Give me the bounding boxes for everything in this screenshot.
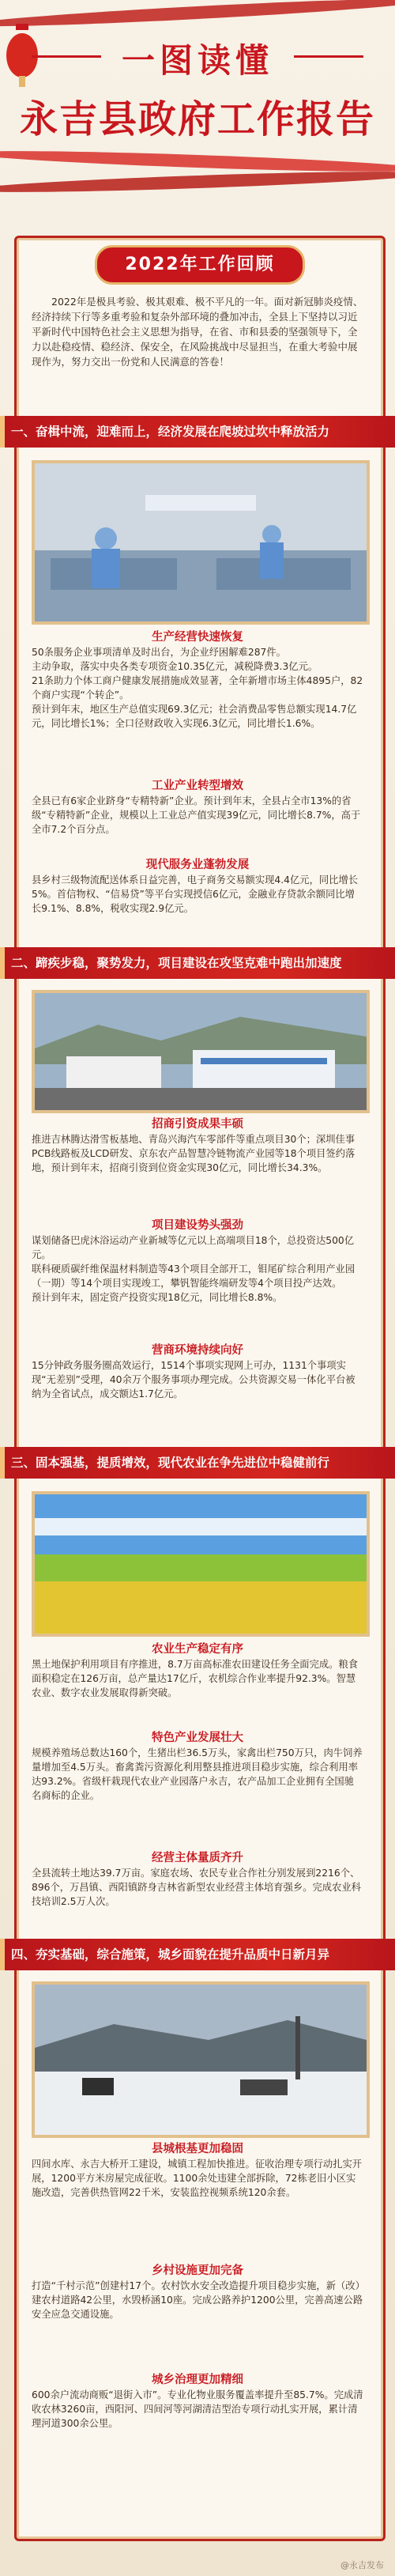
block-heading: 招商引资成果丰硕 <box>152 1118 243 1131</box>
block-heading: 城乡治理更加精细 <box>152 2374 243 2386</box>
red-ribbon-decoration <box>0 168 395 196</box>
headline-small: 一图读懂 <box>121 41 273 80</box>
headline-main: 永吉县政府工作报告 <box>19 97 375 142</box>
section-banner: 四、夯实基础，综合施策，城乡面貌在提升品质中日新月异 <box>0 1939 395 1970</box>
watermark: @永吉发布 <box>340 2560 384 2570</box>
block-text: 50条服务企业事项清单及时出台，为企业纾困解难287件。 主动争取，落实中央各类专项资金10.35亿元，减税降费3.3亿元。 21条助力个体工商户健康发展措施成效显著，全年新增市场主体4895户，82个商户实现“个转企”。 预计到年末，地区生产总值实现69.3亿元；社会消费品零售总额实现14.7亿元，同比增长1%；全口径财政收入实现6.3亿元，同比增长1.6%。 <box>32 647 363 729</box>
block-text: 全县已有6家企业跻身“专精特新”企业。预计到年末，全县占全市13%的省级“专精特新”企业，规模以上工业总产值实现39亿元，同比增长8.7%，高于全市7.2个百分点。 <box>32 795 361 835</box>
block-heading: 特色产业发展壮大 <box>152 1732 243 1744</box>
block-heading: 现代服务业蓬勃发展 <box>145 859 250 871</box>
red-ribbon-decoration <box>0 0 395 31</box>
block-heading: 工业产业转型增效 <box>152 780 243 792</box>
block-text: 打造“千村示范”创建村17个。农村饮水安全改造提升项目稳步实施，新（改）建农村道路42公里，水毁桥涵10座。完成公路养护1200公里，完善高速公路安全应急交通设施。 <box>32 2280 363 2320</box>
construction-site-photo <box>32 1981 370 2138</box>
header <box>0 0 395 237</box>
block-text: 县乡村三级物流配送体系日益完善，电子商务交易额实现4.4亿元，同比增长5%。首信物权、“信易贷”等平台实现授信6亿元，金融业存贷款余额同比增长9.1%、8.8%，税收实现2.9亿元。 <box>32 874 359 914</box>
block-text: 四间水库、永吉大桥开工建设，城镇工程加快推进。征收治理专项行动扎实开展，1200平方米房屋完成征收。1100余处违建全部拆除，72栋老旧小区实施改造，完善供热管网22千米，安装监控视频系统120余套。 <box>32 2159 363 2198</box>
block-heading: 营商环境持续向好 <box>152 1344 243 1357</box>
industrial-park-photo <box>32 990 370 1113</box>
block-heading: 生产经营快速恢复 <box>152 631 243 644</box>
block-text: 推进吉林腾达滑雪板基地、青岛兴海汽车零部件等重点项目30个；深圳佳事PCB线路板及LCD研发、京东农产品智慧冷链物流产业园等18个项目签约落地，预计到年末，招商引资到位资金实现30亿元，同比增长34.3%。 <box>32 1134 356 1173</box>
factory-workers-photo <box>32 460 370 625</box>
block-text: 全县流转土地达39.7万亩。家庭农场、农民专业合作社分别发展到2216个、896个，万昌镇、西阳镇跻身吉林省新型农业经营主体培育强乡。完成农业科技培训2.5万人次。 <box>32 1868 361 1907</box>
block-heading: 经营主体量质齐升 <box>152 1852 243 1864</box>
section-banner: 二、蹄疾步稳，聚势发力，项目建设在攻坚克难中跑出加速度 <box>0 947 395 979</box>
block-text: 15分钟政务服务圈高效运行，1514个事项实现网上可办，1131个事项实现“无差别”受理，40余万个服务事项办理完成。公共资源交易一体化平台被纳为全省试点，成交额达1.7亿元。 <box>32 1360 356 1399</box>
section-banner: 一、奋楫中流，迎难而上，经济发展在爬坡过坎中释放活力 <box>0 416 395 448</box>
farmland-photo <box>32 1491 370 1637</box>
block-heading: 县城根基更加稳固 <box>152 2143 243 2155</box>
block-text: 600余户流动商贩“退街入市”。专业化物业服务覆盖率提升至85.7%。完成清收农林3260亩，西阳河、四间河等河湖清洁型治专项行动扎实开展，累计清理河道300余公里。 <box>32 2389 363 2429</box>
block-heading: 项目建设势头强劲 <box>152 1219 243 1232</box>
review-intro: 2022年是极具考验、极其艰难、极不平凡的一年。面对新冠肺炎疫情、经济持续下行等多重考验和复杂外部环境的叠加冲击，全县上下坚持以习近平新时代中国特色社会主义思想为指导，在省、市和县委的坚强领导下，全力以赴稳疫情、稳经济、保安全，在风险挑战中尽显担当，在重大考验中展现作为，努力交出一份党和人民满意的答卷！ <box>32 296 363 368</box>
block-text: 规模养殖场总数达160个，生猪出栏36.5万头，家禽出栏750万只，肉牛饲养量增加至4.5万头。畜禽粪污资源化利用整县推进项目稳步实施，综合利用率达93.2%。省级杆栽现代农业产业园落户永吉，农产品加工企业拥有全国驰名商标的企业。 <box>32 1747 363 1801</box>
review-title: 2022年工作回顾 <box>95 245 305 285</box>
block-heading: 农业生产稳定有序 <box>152 1643 243 1656</box>
block-text: 黑土地保护利用项目有序推进，8.7万亩高标准农田建设任务全面完成。粮食面积稳定在126万亩，总产量达17亿斤，农机综合作业率提升92.3%。智慧农业、数字农业发展取得新突破。 <box>32 1659 359 1698</box>
block-heading: 乡村设施更加完备 <box>152 2264 243 2277</box>
block-text: 谋划储备巴虎沐浴运动产业新城等亿元以上高端项目18个，总投资达500亿元。 联科硬质碳纤维保温材料制造等43个项目全部开工，钼尾矿综合利用产业园（一期）等14个项目实现竣工，攀钒智能终端研发等4个项目投产达效。 预计到年末，固定资产投资实现18亿元，同比增长8.8%。 <box>32 1235 356 1303</box>
section-banner: 三、固本强基，提质增效，现代农业在争先进位中稳健前行 <box>0 1447 395 1479</box>
